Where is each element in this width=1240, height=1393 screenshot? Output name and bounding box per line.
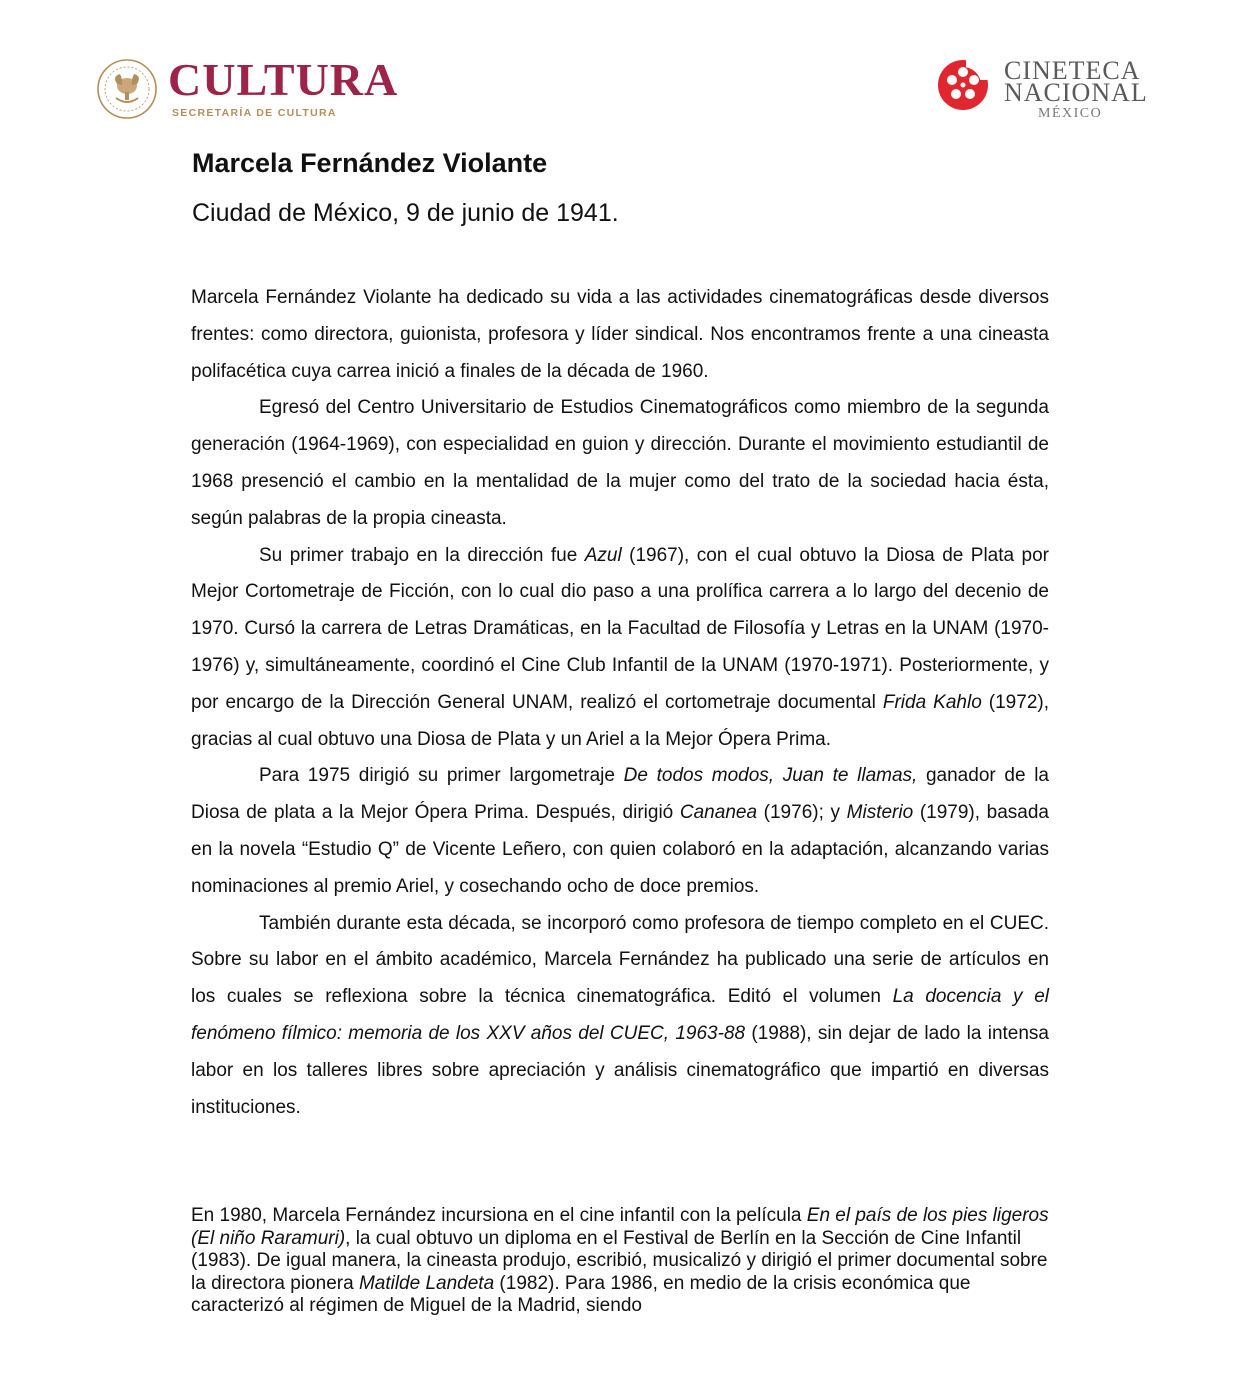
p6-text-c: (1982). Para 1986, en medio de la crisis económica que caracterizó al régimen de Miguel de la Madrid, siendo <box>191 1272 971 1317</box>
cultura-tagline: SECRETARÍA DE CULTURA <box>172 107 337 119</box>
film-title-cananea: Cananea <box>679 802 758 824</box>
film-reel-icon <box>936 58 990 112</box>
paragraph-6 <box>191 1205 1049 1318</box>
p3-text-a: Su primer trabajo en la dirección fue <box>259 544 585 566</box>
p4-text-c: (1976); y <box>757 802 847 824</box>
paragraph-5 <box>191 906 1049 1127</box>
film-title-matilde-landeta: Matilde Landeta <box>358 1272 495 1294</box>
p6-text-b: , la cual obtuvo un diploma en el Festival de Berlín en la Sección de Cine Infantil (1983). De igual manera, la cineasta produjo, escribió, musicalizó y dirigió el primer documental sobre la directora pionera <box>191 1227 1048 1294</box>
p4-text-a: Para 1975 dirigió su primer largometraje <box>259 765 624 787</box>
p4-text-b: ganador de la Diosa de plata a la Mejor Ópera Prima. Después, dirigió <box>191 765 1049 824</box>
film-title-misterio: Misterio <box>846 802 914 824</box>
paragraph-4 <box>191 758 1049 905</box>
cineteca-logo <box>934 56 1164 118</box>
document-subtitle: Ciudad de México, 9 de junio de 1941. <box>192 199 619 227</box>
national-seal-icon <box>96 58 158 120</box>
cineteca-wordmark <box>1004 56 1148 107</box>
film-title-en-el-pais: En el país de los pies ligeros (El niño Raramuri) <box>191 1205 1049 1249</box>
p6-text-a: En 1980, Marcela Fernández incursiona en el cine infantil con la película <box>191 1205 807 1226</box>
document-title: Marcela Fernández Violante <box>192 148 548 178</box>
paragraph-2: Egresó del Centro Universitario de Estudios Cinematográficos como miembro de la segunda generación (1964-1969), con especialidad en guion y dirección. Durante el movimiento estudiantil de 1968 presenció el cambio en la mentalidad de la mujer como del trato de la sociedad hacia ésta, según palabras de la propia cineasta. <box>191 397 1049 529</box>
p3-text-c: (1972), gracias al cual obtuvo una Diosa de Plata y un Ariel a la Mejor Ópera Prima. <box>191 691 1049 750</box>
book-title: La docencia y el fenómeno fílmico: memoria de los XXV años del CUEC, 1963-88 <box>191 986 1049 1044</box>
cultura-logo <box>96 54 416 134</box>
cineteca-country: MÉXICO <box>1038 106 1103 118</box>
p5-text-b: (1988), sin dejar de lado la intensa labor en los talleres libres sobre apreciación y análisis cinematográfico que impartió en diversas instituciones. <box>191 1022 1049 1118</box>
document-body <box>191 280 1049 1126</box>
p5-text-a: También durante esta década, se incorporó como profesora de tiempo completo en el CUEC. Sobre su labor en el ámbito académico, Marcela Fernández ha publicado una serie de artículos en los cuales se reflexiona sobre la técnica cinematográfica. Editó el volumen <box>191 912 1049 1008</box>
p3-text-b: (1967), con el cual obtuvo la Diosa de Plata por Mejor Cortometraje de Ficción, con lo cual dio paso a una prolífica carrera a lo largo del decenio de 1970. Cursó la carrera de Letras Dramáticas, en la Facultad de Filosofía y Letras en la UNAM (1970-1976) y, simultáneamente, coordinó el Cine Club Infantil de la UNAM (1970-1971). Posteriormente, y por encargo de la Dirección General UNAM, realizó el cortometraje documental <box>191 544 1050 713</box>
cineteca-line2: NACIONAL <box>1004 78 1148 107</box>
paragraph-1: Marcela Fernández Violante ha dedicado su vida a las actividades cinematográficas desde diversos frentes: como directora, guionista, profesora y líder sindical. Nos encontramos frente a una cineasta polifacética cuya carrea inició a finales de la década de 1960. <box>191 287 1049 382</box>
paragraph-3 <box>191 538 1049 759</box>
film-title-azul: Azul <box>584 544 622 566</box>
cineteca-line1: CINETECA <box>1004 56 1141 85</box>
p4-text-d: (1979), basada en la novela “Estudio Q” de Vicente Leñero, con quien colaboró en la adaptación, alcanzando varias nominaciones al premio Ariel, y cosechando ocho de doce premios. <box>191 802 1049 897</box>
film-title-frida-kahlo: Frida Kahlo <box>882 691 982 713</box>
film-title-de-todos-modos: De todos modos, Juan te llamas, <box>623 765 918 787</box>
cultura-wordmark: CULTURA <box>168 54 399 105</box>
